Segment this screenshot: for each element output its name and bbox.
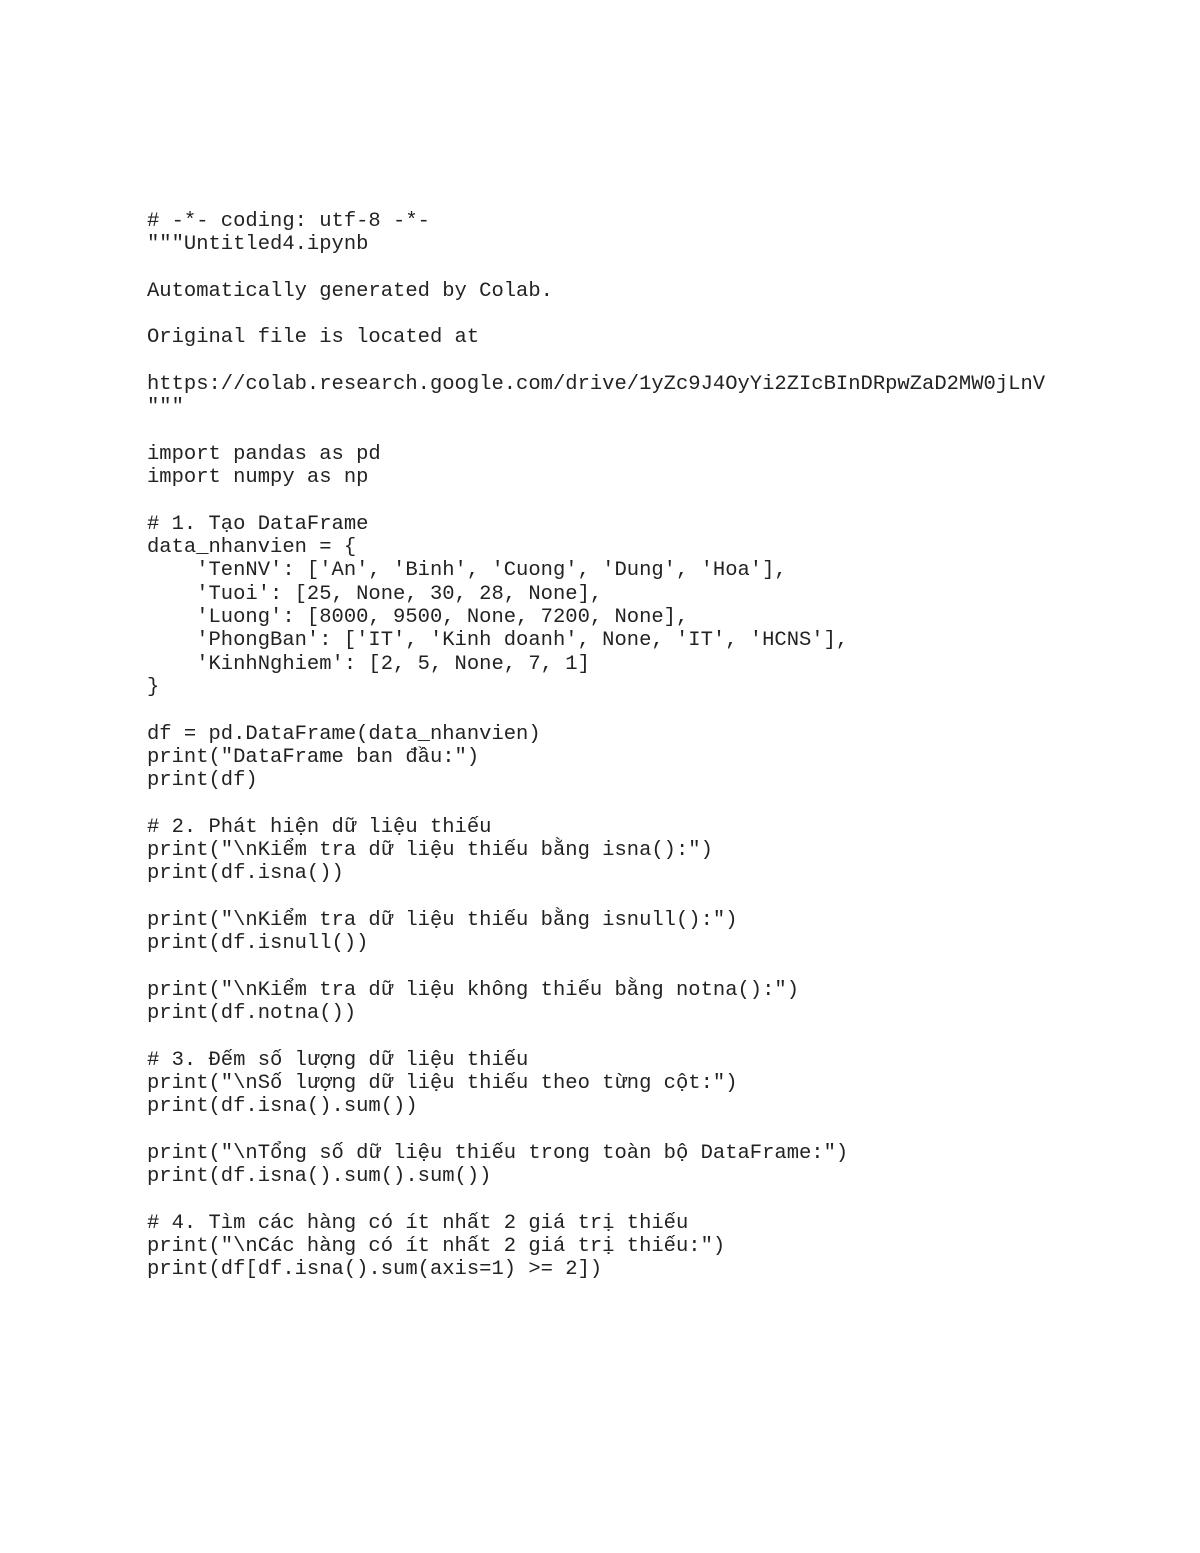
code-line <box>147 257 1167 280</box>
code-line: print("\nTổng số dữ liệu thiếu trong toàn bộ DataFrame:") <box>147 1141 849 1165</box>
code-line: # 4. Tìm các hàng có ít nhất 2 giá trị thiếu <box>147 1211 689 1235</box>
code-line <box>147 792 1167 815</box>
code-line: https://colab.research.google.com/drive/1yZc9J4OyYi2ZIcBInDRpwZaD2MW0jLnV <box>147 373 1046 397</box>
code-line <box>147 1119 1167 1142</box>
code-line: 'Tuoi': [25, None, 30, 28, None], <box>147 582 603 606</box>
code-line: } <box>147 675 160 699</box>
code-line: print("\nKiểm tra dữ liệu thiếu bằng isna():") <box>147 839 713 863</box>
code-line: print(df) <box>147 769 258 793</box>
code-line: Automatically generated by Colab. <box>147 279 553 303</box>
code-line: print("DataFrame ban đầu:") <box>147 745 480 769</box>
code-line: print("\nSố lượng dữ liệu thiếu theo từng cột:") <box>147 1071 738 1095</box>
code-line: print("\nCác hàng có ít nhất 2 giá trị thiếu:") <box>147 1235 726 1259</box>
code-line: """Untitled4.ipynb <box>147 233 369 257</box>
code-line <box>147 420 1167 443</box>
code-line <box>147 956 1167 979</box>
code-line <box>147 699 1167 722</box>
code-line: import numpy as np <box>147 466 369 490</box>
code-line <box>147 1188 1167 1211</box>
code-line: # -*- coding: utf-8 -*- <box>147 210 430 233</box>
code-line: 'Luong': [8000, 9500, None, 7200, None], <box>147 606 689 630</box>
code-line: print(df.isnull()) <box>147 932 369 956</box>
code-line: import pandas as pd <box>147 442 381 466</box>
code-line <box>147 1025 1167 1048</box>
code-line: df = pd.DataFrame(data_nhanvien) <box>147 722 541 746</box>
code-line: print("\nKiểm tra dữ liệu không thiếu bằng notna():") <box>147 978 800 1002</box>
code-listing <box>147 210 1167 1282</box>
code-line: print(df.isna().sum().sum()) <box>147 1165 492 1189</box>
code-line <box>147 490 1167 513</box>
code-line <box>147 886 1167 909</box>
code-line <box>147 303 1167 326</box>
code-line: print(df.isna().sum()) <box>147 1095 418 1119</box>
code-line: 'TenNV': ['An', 'Binh', 'Cuong', 'Dung', 'Hoa'], <box>147 559 787 583</box>
code-line: print(df[df.isna().sum(axis=1) >= 2]) <box>147 1258 603 1282</box>
code-line: print("\nKiểm tra dữ liệu thiếu bằng isnull():") <box>147 908 738 932</box>
code-line: Original file is located at <box>147 326 480 350</box>
code-line: # 2. Phát hiện dữ liệu thiếu <box>147 815 492 839</box>
code-line: 'PhongBan': ['IT', 'Kinh doanh', None, 'IT', 'HCNS'], <box>147 629 849 653</box>
code-line: # 3. Đếm số lượng dữ liệu thiếu <box>147 1048 529 1072</box>
code-line: print(df.notna()) <box>147 1002 357 1026</box>
code-line: """ <box>147 396 184 420</box>
code-line: data_nhanvien = { <box>147 536 357 560</box>
code-line: 'KinhNghiem': [2, 5, None, 7, 1] <box>147 652 590 676</box>
code-line: print(df.isna()) <box>147 862 344 886</box>
code-line: # 1. Tạo DataFrame <box>147 512 369 536</box>
code-line <box>147 350 1167 373</box>
